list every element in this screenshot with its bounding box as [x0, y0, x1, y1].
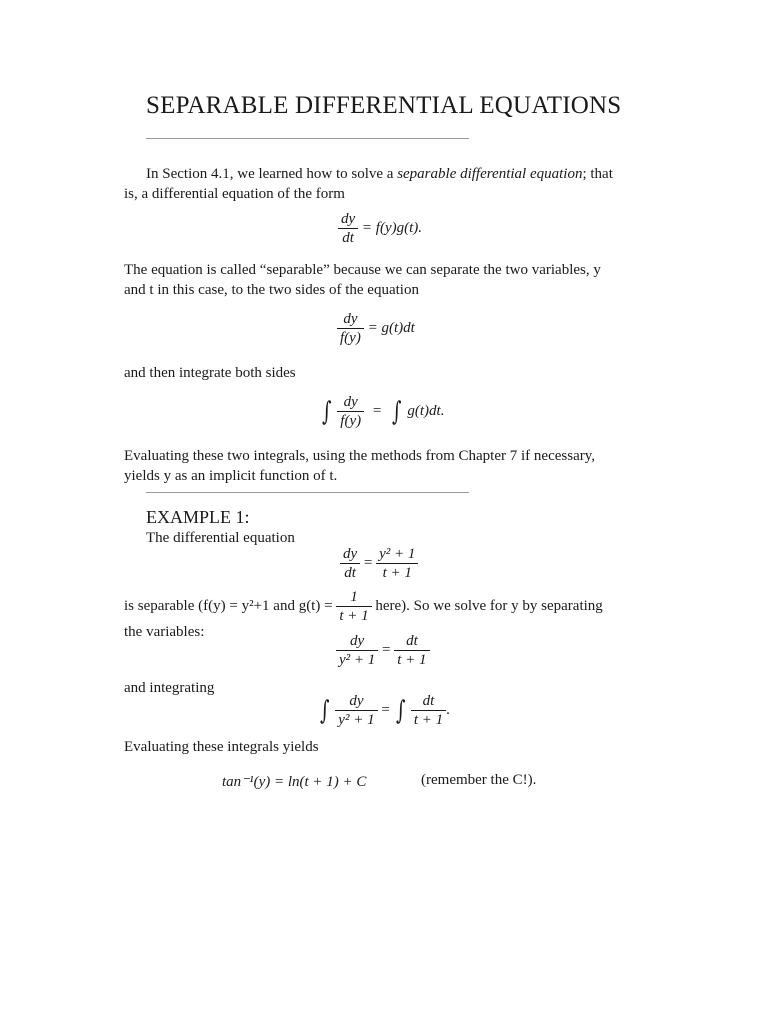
ex-integral-sign-2: ∫ — [395, 695, 406, 726]
title-divider — [146, 138, 469, 139]
ex-integral-sign: ∫ — [320, 695, 330, 726]
intro-text-line2: is, a differential equation of the form — [124, 186, 345, 202]
ex-eq3-equals: = — [381, 701, 390, 718]
ex-eq1-denominator: dt — [340, 563, 360, 582]
intro-paragraph — [124, 164, 644, 204]
integral-sign-2: ∫ — [392, 396, 402, 427]
eq3-equals: = — [372, 402, 382, 419]
separable-line2: and t in this case, to the two sides of the equation — [124, 282, 419, 298]
ex-eq3-numerator: dy — [349, 693, 364, 709]
result-note: (remember the C!). — [421, 772, 537, 788]
intro-italic-term: separable differential equation — [397, 166, 583, 182]
intro-text-b: ; that — [582, 166, 613, 182]
ex-eq1-numerator-2: y² + 1 — [379, 546, 416, 562]
ex-line2-b: here). So we solve for y by separating — [375, 597, 603, 614]
evaluating-line2: yields y as an implicit function of t. — [124, 468, 338, 484]
eq2-denominator: f(y) — [337, 328, 364, 347]
separable-paragraph — [124, 260, 644, 300]
example-heading: EXAMPLE 1: — [146, 507, 250, 527]
eq2-rhs: = g(t)dt — [367, 319, 415, 336]
ex-eq3-denominator: y² + 1 — [335, 710, 377, 729]
evaluating-line1: Evaluating these two integrals, using the methods from Chapter 7 if necessary, — [124, 448, 595, 464]
eq1-rhs: = f(y)g(t). — [361, 219, 423, 236]
page-title: SEPARABLE DIFFERENTIAL EQUATIONS — [146, 92, 622, 119]
ex-eq3-numerator-2: dt — [422, 693, 435, 709]
example-equation-1 — [340, 545, 418, 582]
eq2-numerator: dy — [343, 311, 358, 327]
ex-eq1-numerator: dy — [343, 546, 358, 562]
eq3-rhs: g(t)dt. — [407, 402, 445, 419]
example-equation-3 — [318, 692, 450, 729]
ex-eq2-numerator-2: dt — [406, 633, 418, 649]
equation-integral — [320, 393, 444, 430]
example-separable-line — [124, 588, 603, 625]
ex-line3: the variables: — [124, 624, 205, 640]
ex-eq1-equals: = — [363, 554, 373, 571]
equation-dy-dt — [338, 210, 422, 247]
eq1-numerator: dy — [341, 211, 356, 227]
ex-inline-frac-den: t + 1 — [336, 606, 371, 625]
ex-eq3-denominator-2: t + 1 — [411, 710, 446, 729]
integral-sign: ∫ — [322, 396, 332, 427]
example-result — [222, 772, 366, 791]
intro-text-a: In Section 4.1, we learned how to solve a — [146, 166, 398, 182]
ex-line5: Evaluating these integrals yields — [124, 739, 319, 755]
example-result-note — [421, 772, 536, 789]
evaluating-paragraph — [124, 446, 644, 486]
section-divider — [146, 492, 469, 493]
eq3-numerator: dy — [343, 394, 358, 410]
eq3-denominator: f(y) — [337, 411, 364, 430]
integrate-text: and then integrate both sides — [124, 365, 296, 381]
ex-eq2-denominator-2: t + 1 — [394, 650, 429, 669]
example-evaluating-line — [124, 737, 644, 757]
separable-line1: The equation is called “separable” because we can separate the two variables, y — [124, 262, 601, 278]
ex-eq1-denominator-2: t + 1 — [376, 563, 418, 582]
ex-eq3-period: . — [446, 701, 450, 718]
ex-eq2-equals: = — [382, 641, 391, 658]
ex-eq2-numerator: dy — [350, 633, 365, 649]
ex-inline-frac-num: 1 — [350, 589, 358, 605]
example-line1: The differential equation — [146, 530, 295, 546]
eq1-denominator: dt — [338, 228, 358, 247]
ex-line4: and integrating — [124, 680, 215, 696]
integrate-paragraph — [124, 363, 644, 383]
example-equation-2 — [336, 632, 430, 669]
equation-separated — [337, 310, 415, 347]
ex-line2-a: is separable (f(y) = y²+1 and g(t) = — [124, 597, 333, 614]
result-equation: tan⁻¹(y) = ln(t + 1) + C — [222, 774, 367, 790]
ex-eq2-denominator: y² + 1 — [336, 650, 378, 669]
